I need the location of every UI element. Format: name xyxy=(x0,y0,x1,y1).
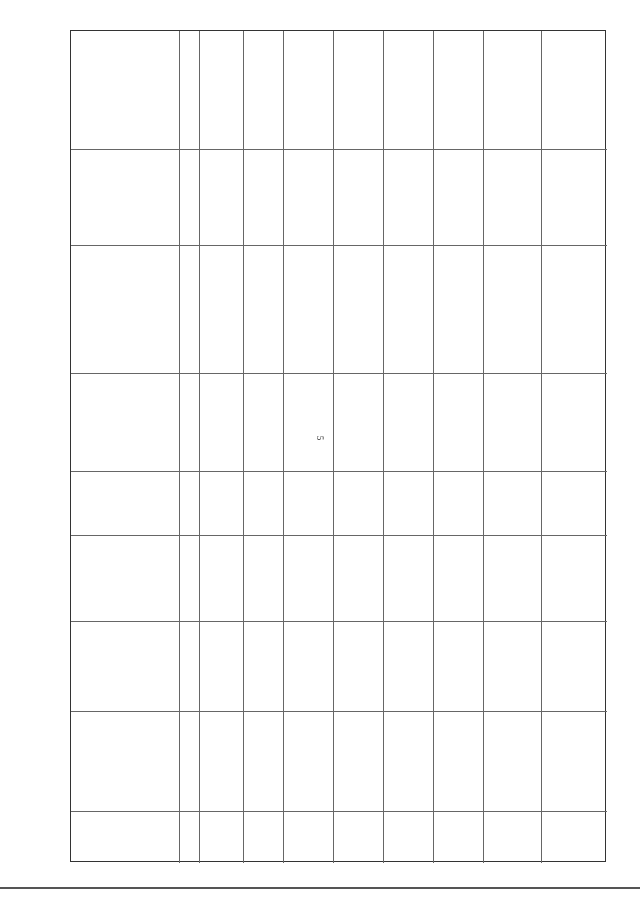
table-cell xyxy=(433,535,483,621)
table-cell xyxy=(283,811,333,863)
table-cell xyxy=(383,535,433,621)
table-cell xyxy=(243,535,283,621)
table-cell xyxy=(433,245,483,373)
table-cell xyxy=(541,373,607,471)
table-cell xyxy=(541,811,607,863)
table-cell xyxy=(333,621,383,711)
table-cell xyxy=(333,535,383,621)
table-cell xyxy=(243,621,283,711)
table-cell xyxy=(243,711,283,811)
table-cell xyxy=(283,373,333,471)
table-cell xyxy=(383,31,433,149)
table-cell xyxy=(283,535,333,621)
table-cell xyxy=(333,711,383,811)
table-cell xyxy=(383,149,433,245)
table-cell xyxy=(333,811,383,863)
table-cell xyxy=(541,31,607,149)
table-cell xyxy=(199,535,243,621)
page-number: 5 xyxy=(315,435,325,441)
table-cell xyxy=(283,711,333,811)
table-cell xyxy=(483,373,541,471)
table-cell xyxy=(383,621,433,711)
table-cell xyxy=(483,535,541,621)
table-cell xyxy=(541,711,607,811)
table-cell xyxy=(483,149,541,245)
table-cell xyxy=(199,811,243,863)
table-cell xyxy=(333,373,383,471)
table-cell xyxy=(483,621,541,711)
table-cell xyxy=(199,711,243,811)
table-cell xyxy=(483,31,541,149)
table-cell xyxy=(243,31,283,149)
table-cell xyxy=(243,373,283,471)
row-divider xyxy=(179,31,180,863)
table-cell xyxy=(541,621,607,711)
table-cell xyxy=(383,245,433,373)
table-cell xyxy=(199,471,243,535)
table-cell xyxy=(541,149,607,245)
table-cell xyxy=(243,245,283,373)
table-cell xyxy=(243,149,283,245)
table-cell xyxy=(433,31,483,149)
table-cell xyxy=(433,711,483,811)
table-cell xyxy=(199,245,243,373)
table-cell xyxy=(333,31,383,149)
table-cell xyxy=(199,149,243,245)
table-cell xyxy=(483,245,541,373)
table-cell xyxy=(199,373,243,471)
table-cell xyxy=(483,471,541,535)
table-cell xyxy=(433,471,483,535)
table-cell xyxy=(333,471,383,535)
table-cell xyxy=(333,245,383,373)
table-cell xyxy=(199,621,243,711)
table-cell xyxy=(333,149,383,245)
table-cell xyxy=(383,811,433,863)
table-cell xyxy=(483,711,541,811)
table-cell xyxy=(433,621,483,711)
table-cell xyxy=(433,373,483,471)
table-cell xyxy=(283,471,333,535)
table-cell xyxy=(541,535,607,621)
table-cell xyxy=(283,31,333,149)
table-cell xyxy=(283,149,333,245)
table-cell xyxy=(243,471,283,535)
table-cell xyxy=(483,811,541,863)
table-cell xyxy=(383,471,433,535)
table-cell xyxy=(283,621,333,711)
table-cell xyxy=(243,811,283,863)
table-cell xyxy=(283,245,333,373)
budget-table xyxy=(70,30,606,862)
table-cell xyxy=(199,31,243,149)
table-cell xyxy=(433,149,483,245)
table-cell xyxy=(541,245,607,373)
table-cell xyxy=(433,811,483,863)
table-cell xyxy=(383,373,433,471)
table-cell xyxy=(383,711,433,811)
table-cell xyxy=(541,471,607,535)
scan-edge-line xyxy=(0,887,640,889)
